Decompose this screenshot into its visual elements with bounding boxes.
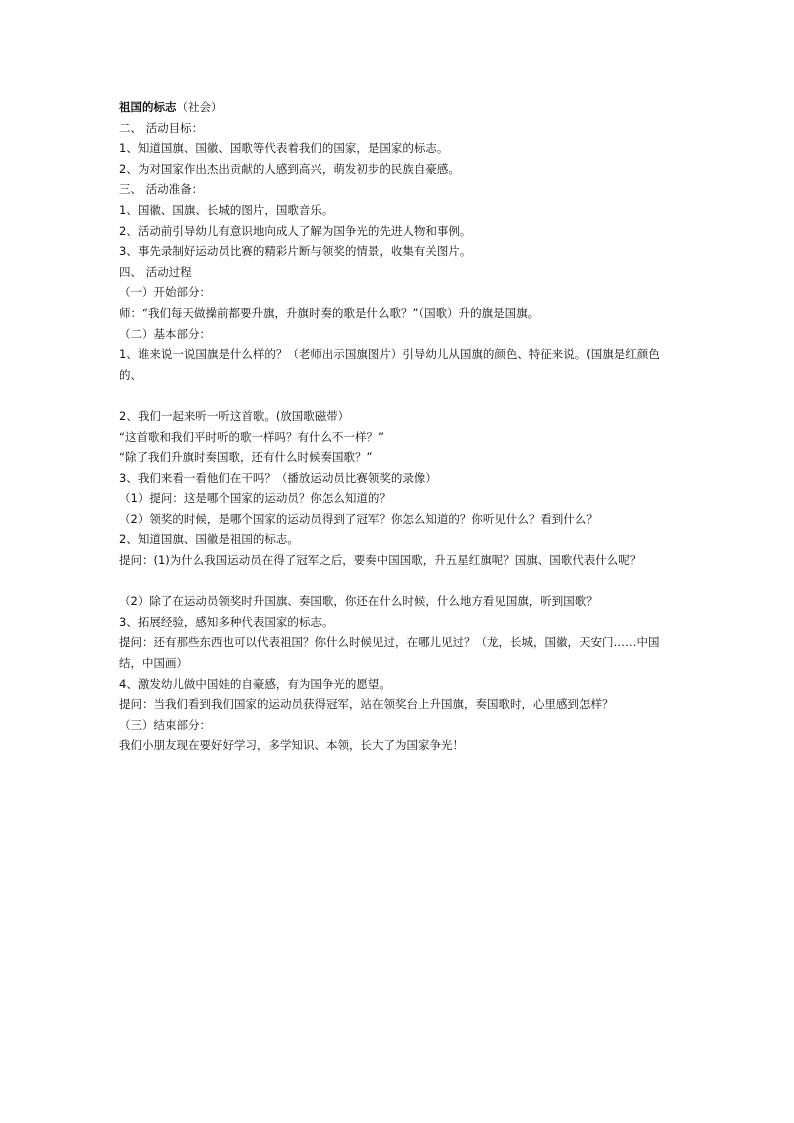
question-line: 提问：(1)为什么我国运动员在得了冠军之后，要奏中国国歌，升五星红旗呢？国旗、国歌代表什么呢？ — [119, 553, 642, 568]
title-text: 祖国的标志 — [119, 100, 177, 114]
teacher-dialogue: 师：“我们每天做操前都要升旗，升旗时奏的歌是什么歌？”（国歌）升的旗是国旗。 — [119, 305, 540, 320]
section-heading-preparation: 三、 活动准备： — [119, 182, 204, 197]
question-line: （2）领奖的时候，是哪个国家的运动员得到了冠军？你怎么知道的？你听见什么？看到什么？ — [119, 511, 598, 526]
step-2-heading: 2、知道国旗、国徽是祖国的标志。 — [119, 532, 299, 547]
prep-item-3: 3、事先录制好运动员比赛的精彩片断与领奖的情景，收集有关图片。 — [119, 244, 472, 259]
document-body — [119, 97, 679, 756]
closing-line: 我们小朋友现在要好好学习，多学知识、本领，长大了为国家争光！ — [119, 738, 464, 753]
prep-item-2: 2、活动前引导幼儿有意识地向成人了解为国争光的先进人物和事例。 — [119, 223, 472, 238]
subsection-start: （一）开始部分： — [119, 285, 211, 300]
goal-item-1: 1、知道国旗、国徽、国歌等代表着我们的国家，是国家的标志。 — [119, 141, 449, 156]
step-3-heading: 3、拓展经验，感知多种代表国家的标志。 — [119, 614, 334, 629]
subsection-end: （三）结束部分： — [119, 717, 211, 732]
subsection-basic: （二）基本部分： — [119, 326, 211, 341]
question-line: （1）提问：这是哪个国家的运动员？你怎么知道的？ — [119, 491, 391, 506]
goal-item-2: 2、为对国家作出杰出贡献的人感到高兴，萌发初步的民族自豪感。 — [119, 161, 460, 176]
document-title — [119, 97, 679, 118]
prep-item-1: 1、国徽、国旗、长城的图片，国歌音乐。 — [119, 202, 334, 217]
question-line: “这首歌和我们平时听的歌一样吗？有什么不一样？” — [119, 429, 384, 444]
basic-item-2: 2、我们一起来听一听这首歌。(放国歌磁带） — [119, 408, 350, 423]
step-4-heading: 4、激发幼儿做中国娃的自豪感，有为国争光的愿望。 — [119, 676, 391, 691]
title-category: （社会） — [176, 100, 223, 114]
question-line: 提问：还有那些东西也可以代表祖国？你什么时候见过，在哪儿见过？（龙，长城，国徽，天安门……中国结，中国画） — [119, 635, 660, 671]
blank-line — [119, 571, 679, 592]
question-line: （2）除了在运动员领奖时升国旗、奏国歌，你还在什么时候，什么地方看见国旗，听到国歌？ — [119, 594, 598, 609]
blank-line — [119, 385, 679, 406]
section-heading-goals: 二、 活动目标： — [119, 120, 204, 135]
basic-item-1: 1、谁来说一说国旗是什么样的？（老师出示国旗图片）引导幼儿从国旗的颜色、特征来说。(国旗是红颜色的、 — [119, 347, 660, 382]
question-line: “除了我们升旗时奏国歌，还有什么时候奏国歌？” — [119, 450, 373, 465]
question-line: 提问：当我们看到我们国家的运动员获得冠军，站在领奖台上升国旗，奏国歌时，心里感到怎样？ — [119, 697, 614, 712]
basic-item-3: 3、我们来看一看他们在干吗？（播放运动员比赛领奖的录像） — [119, 470, 437, 485]
section-heading-process: 四、 活动过程 — [119, 264, 192, 279]
